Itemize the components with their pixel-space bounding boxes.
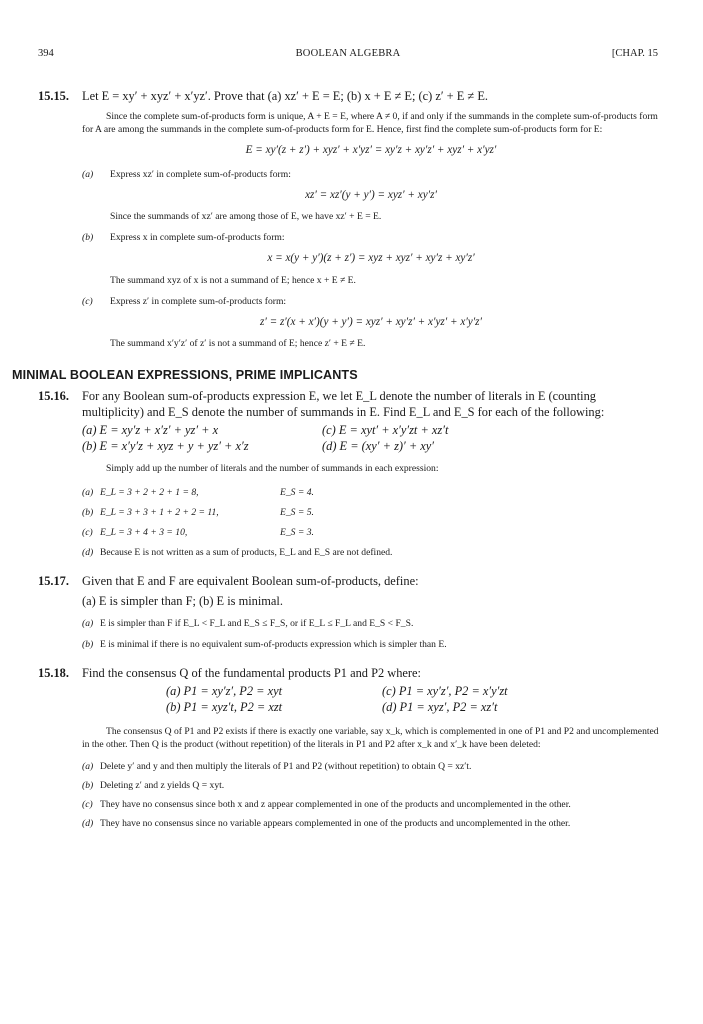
- solution-part-b: [82, 638, 660, 651]
- equation: x = x(y + y′)(z + z′) = xyz + xyz′ + xy′z + xy′z′: [267, 252, 475, 265]
- solution-part-d: [82, 817, 660, 830]
- part-text: They have no consensus since both x and z appear complemented in one of the products and uncomplemented in the other.: [100, 799, 571, 811]
- problem-number: 15.18.: [38, 666, 69, 681]
- option-c: (c) E = xyt′ + x′y′zt + xz′t: [322, 423, 449, 438]
- problem-15-17-statement: [38, 573, 660, 589]
- part-label: (b): [82, 639, 94, 651]
- problem-parts: [38, 593, 660, 609]
- solution-part-a: [82, 168, 660, 181]
- problem-number: 15.17.: [38, 573, 69, 588]
- option-c: (c) P1 = xy′z′, P2 = x′y′zt: [382, 684, 508, 699]
- solution-intro: Simply add up the number of literals and the number of summands in each expression:: [106, 463, 439, 475]
- result-b: [82, 506, 660, 520]
- part-conclusion: [82, 337, 660, 350]
- parts-text: (a) E is simpler than F; (b) E is minimal.: [82, 593, 283, 608]
- problem-options: [38, 422, 660, 454]
- part-text: They have no consensus since no variable appears complemented in one of the products and uncomplemented in the other.: [100, 818, 571, 830]
- running-header: [38, 48, 658, 64]
- part-label: (c): [82, 799, 93, 811]
- summand-count: E_S = 4.: [280, 486, 314, 498]
- problem-text: Given that E and F are equivalent Boolean sum-of-products, define:: [82, 573, 419, 588]
- solution-15-18: [38, 725, 660, 830]
- summand-count: E_S = 3.: [280, 526, 314, 538]
- part-text: Express z′ in complete sum-of-products form:: [110, 295, 287, 307]
- result-a: [82, 486, 660, 500]
- problem-text: Let E = xy′ + xyz′ + x′yz′. Prove that (a) xz′ + E = E; (b) x + E ≠ E; (c) z′ + E ≠ E.: [82, 89, 488, 103]
- part-conclusion: [82, 274, 660, 287]
- equation: z′ = z′(x + x′)(y + y′) = xyz′ + xy′z′ + x′yz′ + x′y′z′: [260, 316, 482, 329]
- part-label: (a): [82, 760, 94, 772]
- part-label: (b): [82, 232, 94, 244]
- equation: E = xy′(z + z′) + xyz′ + x′yz′ = xy′z + xy′z′ + xyz′ + x′yz′: [245, 144, 497, 157]
- solution-intro: The consensus Q of P1 and P2 exists if there is exactly one variable, say x_k, which is complemented in one of P1 and P2 and uncomplemented in the other. Then Q is the product (without repetition) of the literals in P1 and P2 after x_k and x′_k have been deleted:: [82, 726, 659, 751]
- option-a: (a) E = xy′z + x′z′ + yz′ + x: [82, 423, 219, 438]
- option-row: [82, 438, 660, 454]
- problem-number: 15.16.: [38, 389, 69, 404]
- page-number: 394: [38, 48, 54, 59]
- problem-15-16-statement: [38, 388, 660, 420]
- option-b: (b) E = x′y′z + xyz + y + yz′ + x′z: [82, 439, 249, 454]
- part-text: Express x in complete sum-of-products form:: [110, 232, 285, 244]
- solution-15-17: [38, 617, 660, 651]
- literal-count: E_L = 3 + 4 + 3 = 10,: [100, 526, 188, 538]
- solution-15-16: [38, 462, 660, 558]
- part-label: (a): [82, 168, 94, 180]
- option-b: (b) P1 = xyz′t, P2 = xzt: [166, 700, 283, 715]
- solution-part-b: [82, 779, 660, 792]
- part-conclusion: [82, 210, 660, 223]
- running-title: BOOLEAN ALGEBRA: [295, 48, 401, 59]
- chapter-label: [CHAP. 15: [611, 48, 658, 59]
- solution-part-a: [82, 760, 660, 773]
- part-text: Because E is not written as a sum of products, E_L and E_S are not defined.: [100, 546, 393, 558]
- part-label: (d): [82, 546, 94, 558]
- literal-count: E_L = 3 + 3 + 1 + 2 + 2 = 11,: [100, 506, 219, 518]
- part-text: E is minimal if there is no equivalent sum-of-products expression which is simpler than E.: [100, 639, 447, 651]
- problem-15-18-statement: [38, 665, 660, 681]
- problem-options: [38, 683, 660, 715]
- solution-part-a: [82, 617, 660, 630]
- summand-count: E_S = 5.: [280, 506, 314, 518]
- result-c: [82, 526, 660, 540]
- result-d: [82, 546, 660, 559]
- option-row: [82, 422, 660, 438]
- problem-text: Find the consensus Q of the fundamental products P1 and P2 where:: [82, 666, 421, 681]
- problem-15-15-statement: [38, 88, 660, 104]
- problem-text: For any Boolean sum-of-products expression E, we let E_L denote the number of literals in E (counting multiplicity) and E_S denote the number of summands in E. Find E_L and E_S for each of the following:: [82, 389, 605, 420]
- conclusion-text: The summand xyz of x is not a summand of E; hence x + E ≠ E.: [110, 274, 356, 286]
- option-d: (d) P1 = xyz′, P2 = xz′t: [382, 700, 498, 715]
- part-label: (a): [82, 617, 94, 629]
- part-label: (c): [82, 295, 93, 307]
- part-label: (b): [82, 779, 94, 791]
- part-label: (a): [82, 486, 94, 498]
- solution-15-15: [38, 110, 660, 350]
- part-text: Express xz′ in complete sum-of-products form:: [110, 168, 291, 180]
- literal-count: E_L = 3 + 2 + 2 + 1 = 8,: [100, 486, 199, 498]
- part-label: (b): [82, 506, 94, 518]
- part-text: Deleting z′ and z yields Q = xyt.: [100, 779, 225, 791]
- option-row: [82, 699, 660, 715]
- equation: xz′ = xz′(y + y′) = xyz′ + xy′z′: [305, 188, 437, 201]
- conclusion-text: Since the summands of xz′ are among those of E, we have xz′ + E = E.: [110, 211, 382, 223]
- section-heading: MINIMAL BOOLEAN EXPRESSIONS, PRIME IMPLICANTS: [12, 368, 358, 383]
- option-d: (d) E = (xy′ + z)′ + xy′: [322, 439, 434, 454]
- part-label: (d): [82, 818, 94, 830]
- solution-part-b: [82, 231, 660, 244]
- part-text: Delete y′ and y and then multiply the literals of P1 and P2 (without repetition) to obtain Q = xz′t.: [100, 760, 472, 772]
- option-a: (a) P1 = xy′z′, P2 = xyt: [166, 684, 283, 699]
- conclusion-text: The summand x′y′z′ of z′ is not a summand of E; hence z′ + E ≠ E.: [110, 338, 366, 350]
- solution-part-c: [82, 295, 660, 308]
- page-body: [12, 88, 660, 830]
- option-row: [82, 683, 660, 699]
- part-text: E is simpler than F if E_L < F_L and E_S ≤ F_S, or if E_L ≤ F_L and E_S < F_S.: [100, 617, 414, 629]
- solution-part-c: [82, 798, 660, 811]
- solution-intro: Since the complete sum-of-products form is unique, A + E = E, where A ≠ 0, if and only if the summands in the complete sum-of-products form for A are among the summands in the complete sum-of-products form for E. Hence, first find the complete sum-of-products form for E:: [82, 111, 658, 136]
- part-label: (c): [82, 526, 93, 538]
- problem-number: 15.15.: [38, 89, 69, 103]
